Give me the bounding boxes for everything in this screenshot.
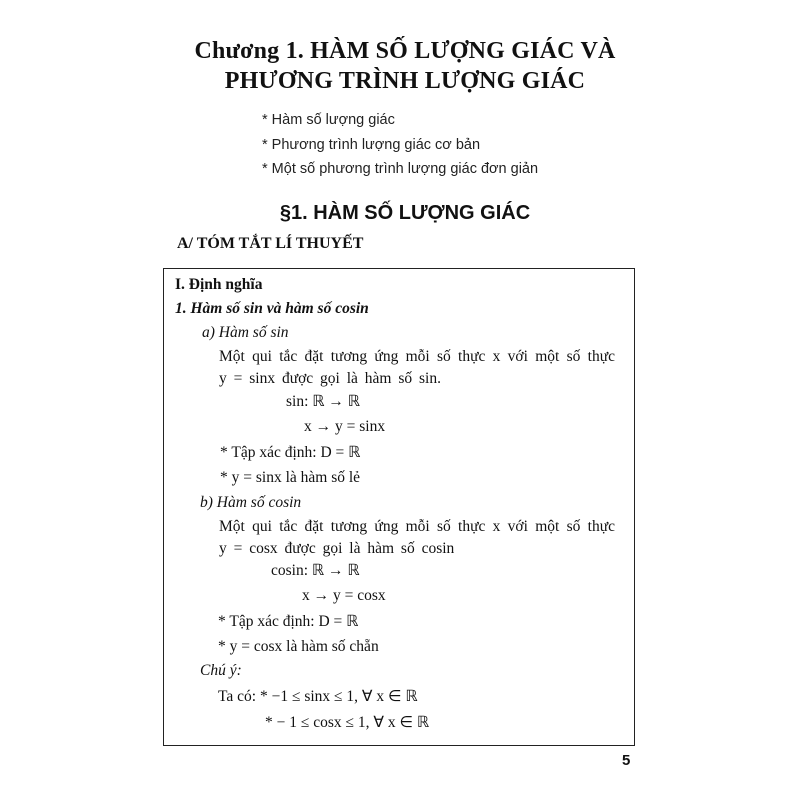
- cos-map-2: x → y = cosx: [302, 587, 386, 604]
- sin-map-2: x → y = sinx: [304, 418, 386, 435]
- definition-subheading: 1. Hàm số sin và hàm số cosin: [175, 300, 369, 317]
- topic-item: * Một số phương trình lượng giác đơn giản: [262, 161, 539, 177]
- topic-item: * Hàm số lượng giác: [262, 112, 395, 128]
- note-line-2: * − 1 ≤ cosx ≤ 1, ∀ x ∈ ℝ: [265, 714, 430, 731]
- definition-heading: I. Định nghĩa: [175, 276, 263, 293]
- sin-title: a) Hàm số sin: [202, 324, 289, 341]
- page-number: 5: [622, 752, 631, 769]
- sin-domain: * Tập xác định: D = ℝ: [220, 444, 361, 461]
- chapter-title-line-2: PHƯƠNG TRÌNH LƯỢNG GIÁC: [224, 68, 586, 94]
- note-label: Chú ý:: [200, 662, 242, 679]
- sin-description: Một qui tắc đặt tương ứng mỗi số thực x với một số thực y = sinx được gọi là hàm số sin.: [219, 348, 615, 387]
- sin-map-1: sin: ℝ → ℝ: [286, 393, 361, 410]
- part-title: A/ TÓM TẮT LÍ THUYẾT: [177, 235, 364, 252]
- note-line-1: Ta có: * −1 ≤ sinx ≤ 1, ∀ x ∈ ℝ: [218, 688, 418, 705]
- section-title: §1. HÀM SỐ LƯỢNG GIÁC: [279, 202, 531, 224]
- sin-parity: * y = sinx là hàm số lẻ: [220, 469, 361, 486]
- cos-description: Một qui tắc đặt tương ứng mỗi số thực x với một số thực y = cosx được gọi là hàm số cosin: [219, 518, 615, 557]
- cos-parity: * y = cosx là hàm số chẵn: [218, 638, 379, 655]
- chapter-title-line-1: Chương 1. HÀM SỐ LƯỢNG GIÁC VÀ: [194, 38, 616, 64]
- cos-domain: * Tập xác định: D = ℝ: [218, 613, 359, 630]
- cos-map-1: cosin: ℝ → ℝ: [271, 562, 360, 579]
- topic-item: * Phương trình lượng giác cơ bản: [262, 137, 481, 153]
- cos-title: b) Hàm số cosin: [200, 494, 302, 511]
